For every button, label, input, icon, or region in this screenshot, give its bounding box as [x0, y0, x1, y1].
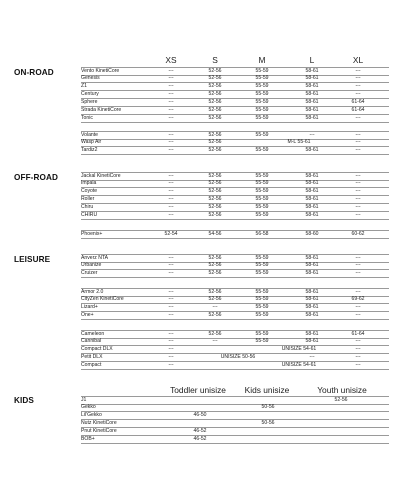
size-xs: ---	[168, 115, 174, 121]
header-toddler: Toddler unisize	[170, 385, 226, 395]
section-title-on-road: ON-ROAD	[14, 68, 54, 77]
size-s: 52-56	[208, 147, 222, 153]
size-xs: ---	[168, 270, 174, 276]
model-name: Volante	[81, 132, 98, 138]
size-s: ---	[212, 338, 218, 344]
size-xs: ---	[168, 312, 174, 318]
size-xs: ---	[168, 99, 174, 105]
size-s: 52-56	[208, 180, 222, 186]
model-name: Z1	[81, 83, 87, 89]
size-m: 55-59	[255, 312, 269, 318]
size-xs: ---	[168, 354, 174, 360]
model-name: Jackal KinetiCore	[81, 173, 121, 179]
size-s: 52-56	[208, 132, 222, 138]
model-name: Vento KinetiCore	[81, 68, 120, 74]
model-name: Anverz NTA	[81, 255, 109, 261]
size-l: 58-61	[305, 312, 319, 318]
size-m: 55-59	[255, 255, 269, 261]
model-name: Nutz KinetiCore	[81, 420, 117, 426]
size-m: 55-59	[255, 262, 269, 268]
size-xl: ---	[355, 338, 361, 344]
size-l: 58-61	[305, 331, 319, 337]
size-l: 58-61	[305, 68, 319, 74]
size-s: 52-56	[208, 255, 222, 261]
size-s: 52-56	[208, 296, 222, 302]
size-l: 58-61	[305, 107, 319, 113]
size-l: 58-61	[305, 304, 319, 310]
size-m: 55-59	[255, 115, 269, 121]
model-name: Compact	[81, 362, 102, 368]
size-xs: ---	[168, 338, 174, 344]
size-m: 55-59	[255, 180, 269, 186]
model-name: Cannibal	[81, 338, 102, 344]
size-s: 52-56	[208, 75, 222, 81]
model-name: Compact DLX	[81, 346, 113, 352]
size-xs: ---	[168, 204, 174, 210]
size-xl: ---	[355, 188, 361, 194]
size-s: 52-56	[208, 91, 222, 97]
size-xs: ---	[168, 296, 174, 302]
size-m: 55-59	[255, 270, 269, 276]
size-xs: ---	[168, 262, 174, 268]
size-xs: ---	[168, 188, 174, 194]
size-l: 58-61	[305, 289, 319, 295]
model-name: Gekko	[81, 404, 96, 410]
size-xs: ---	[168, 212, 174, 218]
model-name: Phoenix+	[81, 231, 103, 237]
header-xs: XS	[165, 55, 177, 65]
size-m: 55-59	[255, 147, 269, 153]
size-xl: ---	[355, 262, 361, 268]
size-m: 55-59	[255, 75, 269, 81]
table-row	[81, 230, 389, 239]
size-l: 58-61	[305, 270, 319, 276]
size-xs: ---	[168, 180, 174, 186]
header-l: L	[309, 55, 315, 65]
header-kids: Kids unisize	[244, 385, 290, 395]
model-name: Lil'Gekko	[81, 412, 102, 418]
header-youth: Youth unisize	[317, 385, 367, 395]
model-name: Tardiz2	[81, 147, 98, 153]
size-l: 58-61	[305, 115, 319, 121]
size-xs: ---	[168, 68, 174, 74]
size-xl: ---	[355, 83, 361, 89]
model-name: J1	[81, 397, 87, 403]
size-xl: ---	[355, 354, 361, 360]
size-xl: ---	[355, 147, 361, 153]
size-l: 58-60	[305, 231, 319, 237]
size-xs: ---	[168, 139, 174, 145]
size-xl: 61-64	[351, 99, 365, 105]
size-l: 58-61	[305, 83, 319, 89]
size-xl: 61-64	[351, 107, 365, 113]
size-s: 52-56	[208, 83, 222, 89]
size-l: 58-61	[305, 99, 319, 105]
table-row	[81, 212, 389, 220]
size-xs: ---	[168, 331, 174, 337]
model-name: Impala	[81, 180, 97, 186]
size-l: 58-61	[305, 188, 319, 194]
header-s: S	[212, 55, 218, 65]
size-xl: ---	[355, 91, 361, 97]
size-xs: ---	[168, 147, 174, 153]
size-m: 55-59	[255, 99, 269, 105]
size-m-l-span: M-L 55-61	[287, 139, 311, 145]
size-m: 55-59	[255, 188, 269, 194]
size-xl: ---	[355, 289, 361, 295]
size-xl: 69-62	[351, 296, 365, 302]
size-xl: ---	[355, 173, 361, 179]
table-row	[81, 362, 389, 370]
size-xl: ---	[355, 312, 361, 318]
size-s: 52-56	[208, 312, 222, 318]
size-xl: ---	[355, 180, 361, 186]
model-name: CityZen KinetiCore	[81, 296, 124, 302]
model-name: Coyote	[81, 188, 98, 194]
size-l: 58-61	[305, 204, 319, 210]
size-l: 58-61	[305, 212, 319, 218]
size-s: 52-56	[208, 139, 222, 145]
size-xs: ---	[168, 362, 174, 368]
model-name: CHIRU	[81, 212, 98, 218]
table-row	[81, 115, 389, 123]
size-m: 55-59	[255, 338, 269, 344]
size-l: 58-61	[305, 180, 319, 186]
section-title-kids: KIDS	[14, 396, 34, 405]
model-name: Roller	[81, 196, 95, 202]
size-s: 52-56	[208, 68, 222, 74]
size-s: ---	[212, 304, 218, 310]
size-xl: ---	[355, 346, 361, 352]
model-name: Sphere	[81, 99, 98, 105]
size-s: 52-56	[208, 289, 222, 295]
model-name: Pnut KinetiCore	[81, 428, 117, 434]
size-xl: ---	[355, 304, 361, 310]
size-m: 55-59	[255, 173, 269, 179]
table-row	[81, 270, 389, 278]
model-name: BOB+	[81, 436, 95, 442]
size-s: 52-56	[208, 331, 222, 337]
size-m: 55-59	[255, 289, 269, 295]
section-title-leisure: LEISURE	[14, 255, 51, 264]
size-kids: 50-56	[261, 420, 275, 426]
size-xs: 52-54	[164, 231, 178, 237]
size-xl: ---	[355, 255, 361, 261]
size-xl: ---	[355, 196, 361, 202]
size-m: 55-59	[255, 331, 269, 337]
size-m: 55-59	[255, 83, 269, 89]
model-name: Petit DLX	[81, 354, 103, 360]
size-m: 55-59	[255, 107, 269, 113]
size-xl: ---	[355, 270, 361, 276]
model-name: Tonic	[81, 115, 93, 121]
model-name: Genesis	[81, 75, 100, 81]
size-youth: 52-56	[334, 397, 348, 403]
size-l: 58-61	[305, 196, 319, 202]
model-name: Century	[81, 91, 99, 97]
size-m-l-span: UNISIZE 54-61	[281, 346, 317, 352]
size-m: 55-59	[255, 68, 269, 74]
size-xs: ---	[168, 289, 174, 295]
size-xl: ---	[355, 362, 361, 368]
size-xl: ---	[355, 75, 361, 81]
size-s: 52-56	[208, 204, 222, 210]
size-toddler: 46-50	[193, 412, 207, 418]
size-m: 55-59	[255, 304, 269, 310]
model-name: Armor 2.0	[81, 289, 104, 295]
size-xs: ---	[168, 255, 174, 261]
size-s: 52-56	[208, 188, 222, 194]
size-s: 52-56	[208, 270, 222, 276]
size-xs: ---	[168, 91, 174, 97]
model-name: Cameleon	[81, 331, 105, 337]
size-xs: ---	[168, 304, 174, 310]
size-xl: ---	[355, 212, 361, 218]
size-l: 58-61	[305, 75, 319, 81]
table-row	[81, 436, 389, 444]
size-s: 52-56	[208, 173, 222, 179]
size-xl: ---	[355, 68, 361, 74]
size-s: 52-56	[208, 196, 222, 202]
size-l: 58-61	[305, 296, 319, 302]
size-m: 55-59	[255, 296, 269, 302]
size-s: 52-56	[208, 262, 222, 268]
size-l: 58-61	[305, 338, 319, 344]
size-xs: ---	[168, 83, 174, 89]
size-s: 52-56	[208, 115, 222, 121]
model-name: Urbanize	[81, 262, 102, 268]
size-xl: ---	[355, 132, 361, 138]
model-name: One+	[81, 312, 94, 318]
size-l: 58-61	[305, 147, 319, 153]
table-row	[81, 147, 389, 155]
size-toddler: 46-52	[193, 428, 207, 434]
size-xl: 60-62	[351, 231, 365, 237]
size-s: 54-56	[208, 231, 222, 237]
size-m: 56-58	[255, 231, 269, 237]
size-xl: ---	[355, 139, 361, 145]
model-name: Wasp Air	[81, 139, 102, 145]
size-xs: ---	[168, 196, 174, 202]
size-m: 55-59	[255, 132, 269, 138]
size-xl: ---	[355, 204, 361, 210]
size-xs: ---	[168, 132, 174, 138]
size-m: 55-59	[255, 212, 269, 218]
size-l: ---	[309, 354, 315, 360]
header-xl: XL	[352, 55, 364, 65]
table-row	[81, 312, 389, 320]
size-m: 55-59	[255, 204, 269, 210]
size-l: ---	[309, 132, 315, 138]
size-kids: 50-56	[261, 404, 275, 410]
model-name: Chiru	[81, 204, 94, 210]
size-l: 58-61	[305, 255, 319, 261]
size-s: 52-56	[208, 212, 222, 218]
size-xs: ---	[168, 75, 174, 81]
size-l: 58-61	[305, 91, 319, 97]
section-title-off-road: OFF-ROAD	[14, 173, 59, 182]
size-l: 58-61	[305, 262, 319, 268]
model-name: Cruizer	[81, 270, 98, 276]
size-xs: ---	[168, 107, 174, 113]
size-toddler: 46-52	[193, 436, 207, 442]
size-xl: ---	[355, 115, 361, 121]
size-m: 55-59	[255, 91, 269, 97]
size-s: 52-56	[208, 107, 222, 113]
size-s: 52-56	[208, 99, 222, 105]
size-m-l-span: UNISIZE 54-61	[281, 362, 317, 368]
size-m: 55-59	[255, 196, 269, 202]
model-name: Lizard+	[81, 304, 98, 310]
header-m: M	[258, 55, 266, 65]
size-l: 58-61	[305, 173, 319, 179]
size-xs: ---	[168, 173, 174, 179]
size-xl: 61-64	[351, 331, 365, 337]
model-name: Strada KinetiCore	[81, 107, 122, 113]
size-xs: ---	[168, 346, 174, 352]
size-s-m-span: UNISIZE 50-56	[220, 354, 256, 360]
